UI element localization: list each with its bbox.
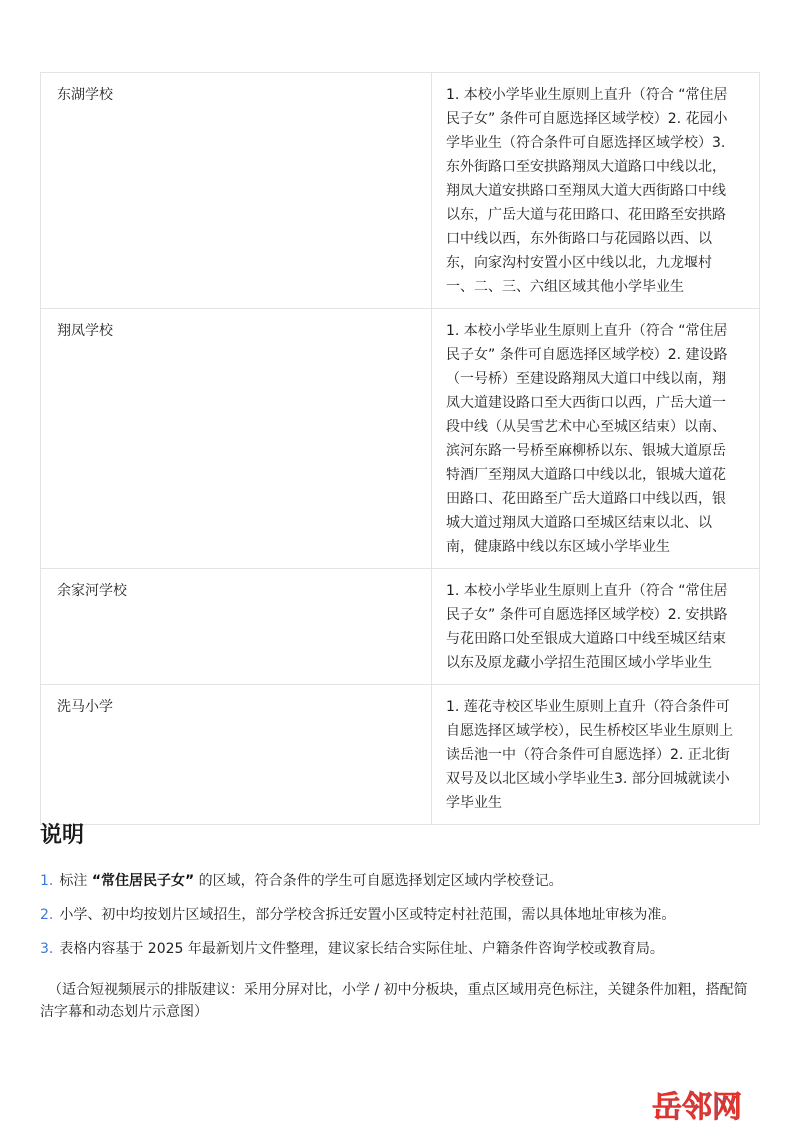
- list-item: [40, 870, 770, 892]
- note-text: 表格内容基于 2025 年最新划片文件整理，建议家长结合实际住址、户籍条件咨询学校或教育局。: [59, 941, 664, 957]
- notes-heading: 说明: [40, 823, 85, 848]
- school-name-cell: 洗马小学: [41, 685, 432, 825]
- note-text: 标注: [59, 873, 92, 889]
- note-text: 的区域，符合条件的学生可自愿选择划定区域内学校登记。: [194, 873, 563, 889]
- note-emphasis: “常住居民子女”: [91, 873, 195, 889]
- school-name-cell: 余家河学校: [41, 569, 432, 685]
- notes-list: [40, 870, 770, 972]
- list-number: 3.: [40, 941, 54, 957]
- layout-tip: （适合短视频展示的排版建议：采用分屏对比，小学 / 初中分板块，重点区域用亮色标注，关键条件加粗，搭配简洁字幕和动态划片示意图）: [40, 982, 748, 1020]
- school-name-cell: 东湖学校: [41, 73, 432, 309]
- zone-scope-cell: 1. 本校小学毕业生原则上直升（符合 “常住居民子女” 条件可自愿选择区域学校）2. 安拱路与花田路口处至银成大道路口中线至城区结束以东及原龙藏小学招生范围区域小学毕业生: [432, 569, 760, 685]
- site-logo-text: 岳邻网: [652, 1090, 742, 1125]
- enrollment-zone-table: [40, 72, 760, 825]
- table-row: [41, 73, 760, 309]
- list-number: 2.: [40, 907, 54, 923]
- zone-scope-cell: 1. 莲花寺校区毕业生原则上直升（符合条件可自愿选择区域学校），民生桥校区毕业生原则上读岳池一中（符合条件可自愿选择）2. 正北街双号及以北区域小学毕业生3. 部分回城就读小学毕业生: [432, 685, 760, 825]
- school-name-cell: 翔凤学校: [41, 309, 432, 569]
- note-text: 小学、初中均按划片区域招生，部分学校含拆迁安置小区或特定村社范围，需以具体地址审核为准。: [59, 907, 676, 923]
- list-item: [40, 904, 770, 926]
- table-row: [41, 685, 760, 825]
- zone-scope-cell: 1. 本校小学毕业生原则上直升（符合 “常住居民子女” 条件可自愿选择区域学校）2. 建设路（一号桥）至建设路翔凤大道口中线以南，翔凤大道建设路口至大西街口以西，广岳大道一段中线（从吴雪艺术中心至城区结束）以南、滨河东路一号桥至麻柳桥以东、银城大道原岳特酒厂至翔凤大道路口中线以北，银城大道花田路口、花田路至广岳大道路口中线以西，银城大道过翔凤大道路口至城区结束以北、以南，健康路中线以东区域小学毕业生: [432, 309, 760, 569]
- list-item: [40, 938, 770, 960]
- table-row: [41, 309, 760, 569]
- list-number: 1.: [40, 873, 54, 889]
- table-row: [41, 569, 760, 685]
- site-logo-watermark: [648, 1085, 788, 1125]
- zone-scope-cell: 1. 本校小学毕业生原则上直升（符合 “常住居民子女” 条件可自愿选择区域学校）2. 花园小学毕业生（符合条件可自愿选择区域学校）3. 东外街路口至安拱路翔凤大道路口中线以北，翔凤大道安拱路口至翔凤大道大西街路口中线以东，广岳大道与花田路口、花田路至安拱路口中线以西，东外街路口与花园路以西、以东，向家沟村安置小区中线以北，九龙堰村一、二、三、六组区域其他小学毕业生: [432, 73, 760, 309]
